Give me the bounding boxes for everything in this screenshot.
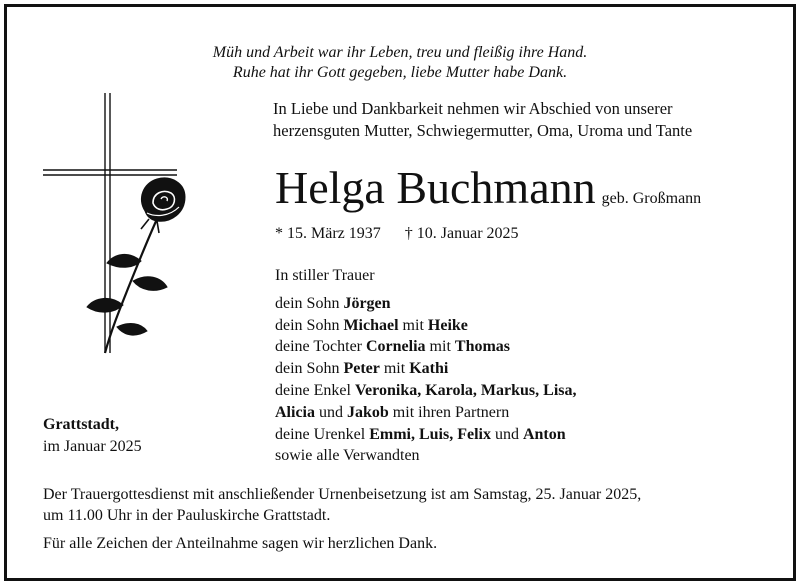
mourner-relation: und <box>315 403 347 421</box>
mourner-name: Jörgen <box>343 294 391 312</box>
deceased-name: Helga Buchmann <box>275 162 596 213</box>
mourner-relation: mit ihren Partnern <box>388 403 510 421</box>
mourner-relation: sowie alle Verwandten <box>275 447 420 465</box>
mourner-name: Jakob <box>347 403 389 421</box>
mourner-relation: deine Tochter <box>275 338 366 356</box>
mourner-line <box>275 380 576 402</box>
mourner-relation: deine Enkel <box>275 381 355 399</box>
birth-date: * 15. März 1937 <box>275 225 381 242</box>
mourner-relation: dein Sohn <box>275 360 344 378</box>
motto-line-2: Ruhe hat ihr Gott gegeben, liebe Mutter habe Dank. <box>232 64 568 81</box>
service-line-1: Der Trauergottesdienst mit anschließender Urnenbeisetzung ist am Samstag, 25. Januar 2025, <box>43 486 642 503</box>
cross-with-rose-icon <box>37 91 197 361</box>
mourner-line <box>275 445 576 467</box>
place-town: Grattstadt, <box>43 416 119 433</box>
mourner-name: Kathi <box>409 360 449 378</box>
mourner-name: Emmi, Luis, Felix <box>369 425 491 443</box>
mourner-line <box>275 424 576 446</box>
mourner-name: Michael <box>343 316 399 334</box>
intro-line-2: herzensguten Mutter, Schwiegermutter, Oma, Uroma und Tante <box>273 121 693 140</box>
mourner-relation: und <box>490 425 523 443</box>
mourner-relation: deine Urenkel <box>275 425 370 443</box>
mourner-line <box>275 402 576 424</box>
service-line-2: um 11.00 Uhr in der Pauluskirche Grattstadt. <box>43 507 331 524</box>
mourner-rows <box>275 293 576 467</box>
thanks-line: Für alle Zeichen der Anteilnahme sagen wir herzlichen Dank. <box>43 535 438 552</box>
place-and-date <box>43 414 142 458</box>
mourner-relation: dein Sohn <box>275 294 344 312</box>
mourner-name: Cornelia <box>366 338 426 356</box>
deceased-name-line <box>275 161 701 226</box>
mourner-relation: mit <box>379 360 410 378</box>
mourner-line <box>275 336 576 358</box>
mourner-name: Alicia <box>275 403 315 421</box>
mourner-name: Anton <box>522 425 566 443</box>
mourner-line <box>275 358 576 380</box>
birth-name: geb. Großmann <box>601 190 702 207</box>
mourner-name: Peter <box>343 360 380 378</box>
life-dates <box>275 223 519 245</box>
service-info <box>43 484 641 526</box>
motto-line-1: Müh und Arbeit war ihr Leben, treu und fleißig ihre Hand. <box>212 44 588 61</box>
mourner-name: Heike <box>427 316 468 334</box>
mourner-relation: dein Sohn <box>275 316 344 334</box>
mourner-line <box>275 293 576 315</box>
mourner-relation: mit <box>425 338 455 356</box>
mourner-relation: mit <box>398 316 428 334</box>
intro-line-1: In Liebe und Dankbarkeit nehmen wir Abschied von unserer <box>273 99 673 118</box>
obituary-notice <box>4 4 796 581</box>
mourner-name: Veronika, Karola, Markus, Lisa, <box>354 381 577 399</box>
mourners-heading: In stiller Trauer <box>275 267 375 284</box>
mourner-line <box>275 315 576 337</box>
mourner-name: Thomas <box>454 338 511 356</box>
place-date: im Januar 2025 <box>43 438 142 455</box>
death-date: † 10. Januar 2025 <box>404 225 519 242</box>
mourners-list <box>275 265 576 467</box>
